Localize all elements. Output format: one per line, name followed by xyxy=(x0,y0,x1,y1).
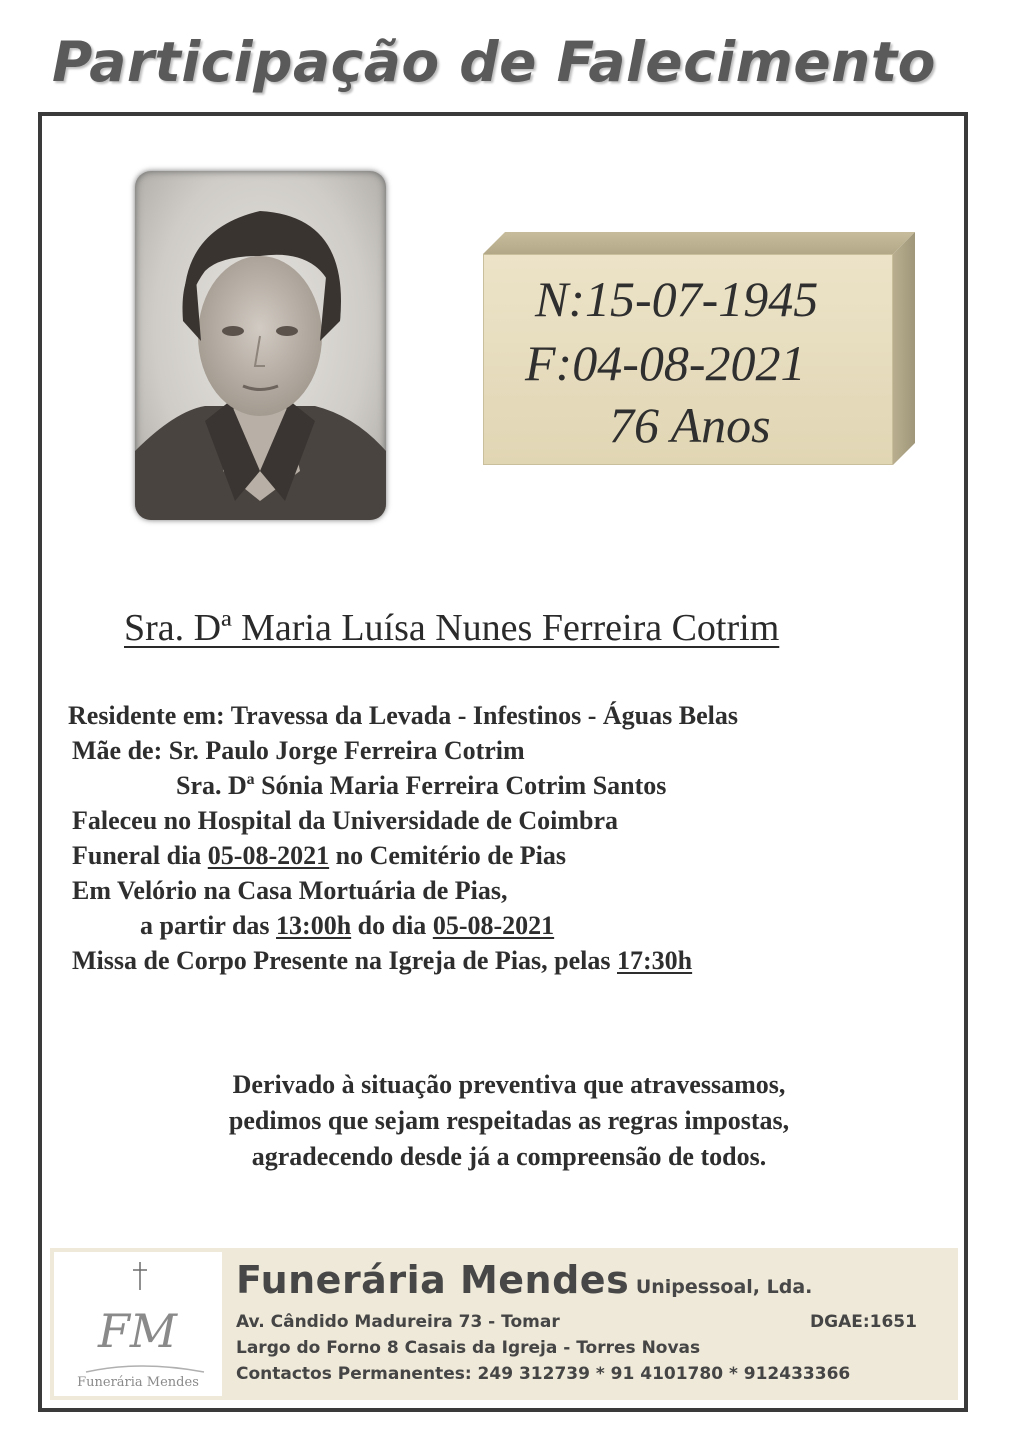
company-name-main: Funerária Mendes xyxy=(236,1258,630,1302)
mass-time: 17:30h xyxy=(617,946,693,975)
death-date: F:04-08-2021 xyxy=(525,335,806,391)
funeral-home-footer xyxy=(50,1248,958,1400)
mass-prefix: Missa de Corpo Presente na Igreja de Pias, pelas xyxy=(72,946,617,975)
wake-time-line xyxy=(140,913,554,939)
funeral-date: 05-08-2021 xyxy=(207,841,330,870)
company-name-suffix: Unipessoal, Lda. xyxy=(629,1276,813,1298)
company-name xyxy=(236,1258,812,1302)
wake-line: Em Velório na Casa Mortuária de Pias, xyxy=(72,876,508,905)
notice-line-2: pedimos que sejam respeitadas as regras impostas, xyxy=(228,1106,790,1135)
dates-plaque xyxy=(483,232,915,465)
dgae-number: DGAE:1651 xyxy=(810,1312,917,1332)
notice-line-3: agradecendo desde já a compreensão de todos. xyxy=(251,1142,767,1171)
died-at-line: Faleceu no Hospital da Universidade de Coimbra xyxy=(72,806,619,835)
age: 76 Anos xyxy=(609,397,771,453)
logo-monogram: FM xyxy=(98,1304,178,1358)
wake-date: 05-08-2021 xyxy=(432,911,555,940)
logo-caption: Funerária Mendes xyxy=(77,1375,199,1390)
mother-of-line-1: Mãe de: Sr. Paulo Jorge Ferreira Cotrim xyxy=(72,736,525,765)
page-title: Participação de Falecimento xyxy=(52,30,936,94)
wake-time: 13:00h xyxy=(276,911,352,940)
wake-day-prefix: do dia xyxy=(351,911,433,940)
funeral-prefix: Funeral dia xyxy=(72,841,208,870)
plaque-top xyxy=(483,232,915,254)
funeral-line xyxy=(72,843,566,869)
residence-line: Residente em: Travessa da Levada - Infestinos - Águas Belas xyxy=(68,701,738,730)
mass-line xyxy=(72,948,692,974)
notice-line-1: Derivado à situação preventiva que atravessamos, xyxy=(232,1070,786,1099)
wake-from-prefix: a partir das xyxy=(140,911,277,940)
portrait-photo xyxy=(135,171,386,520)
contacts-line: Contactos Permanentes: 249 312739 * 91 4101780 * 912433366 xyxy=(236,1364,851,1384)
address-torres-novas: Largo do Forno 8 Casais da Igreja - Torres Novas xyxy=(236,1338,701,1358)
plaque-side xyxy=(893,232,915,465)
funeral-home-logo xyxy=(54,1252,222,1396)
address-tomar: Av. Cândido Madureira 73 - Tomar xyxy=(236,1312,560,1332)
funeral-suffix: no Cemitério de Pias xyxy=(329,841,566,870)
deceased-name: Sra. Dª Maria Luísa Nunes Ferreira Cotrim xyxy=(124,607,780,649)
mother-of-line-2: Sra. Dª Sónia Maria Ferreira Cotrim Santos xyxy=(176,771,667,800)
portrait-image xyxy=(135,171,386,520)
birth-date: N:15-07-1945 xyxy=(535,271,819,327)
